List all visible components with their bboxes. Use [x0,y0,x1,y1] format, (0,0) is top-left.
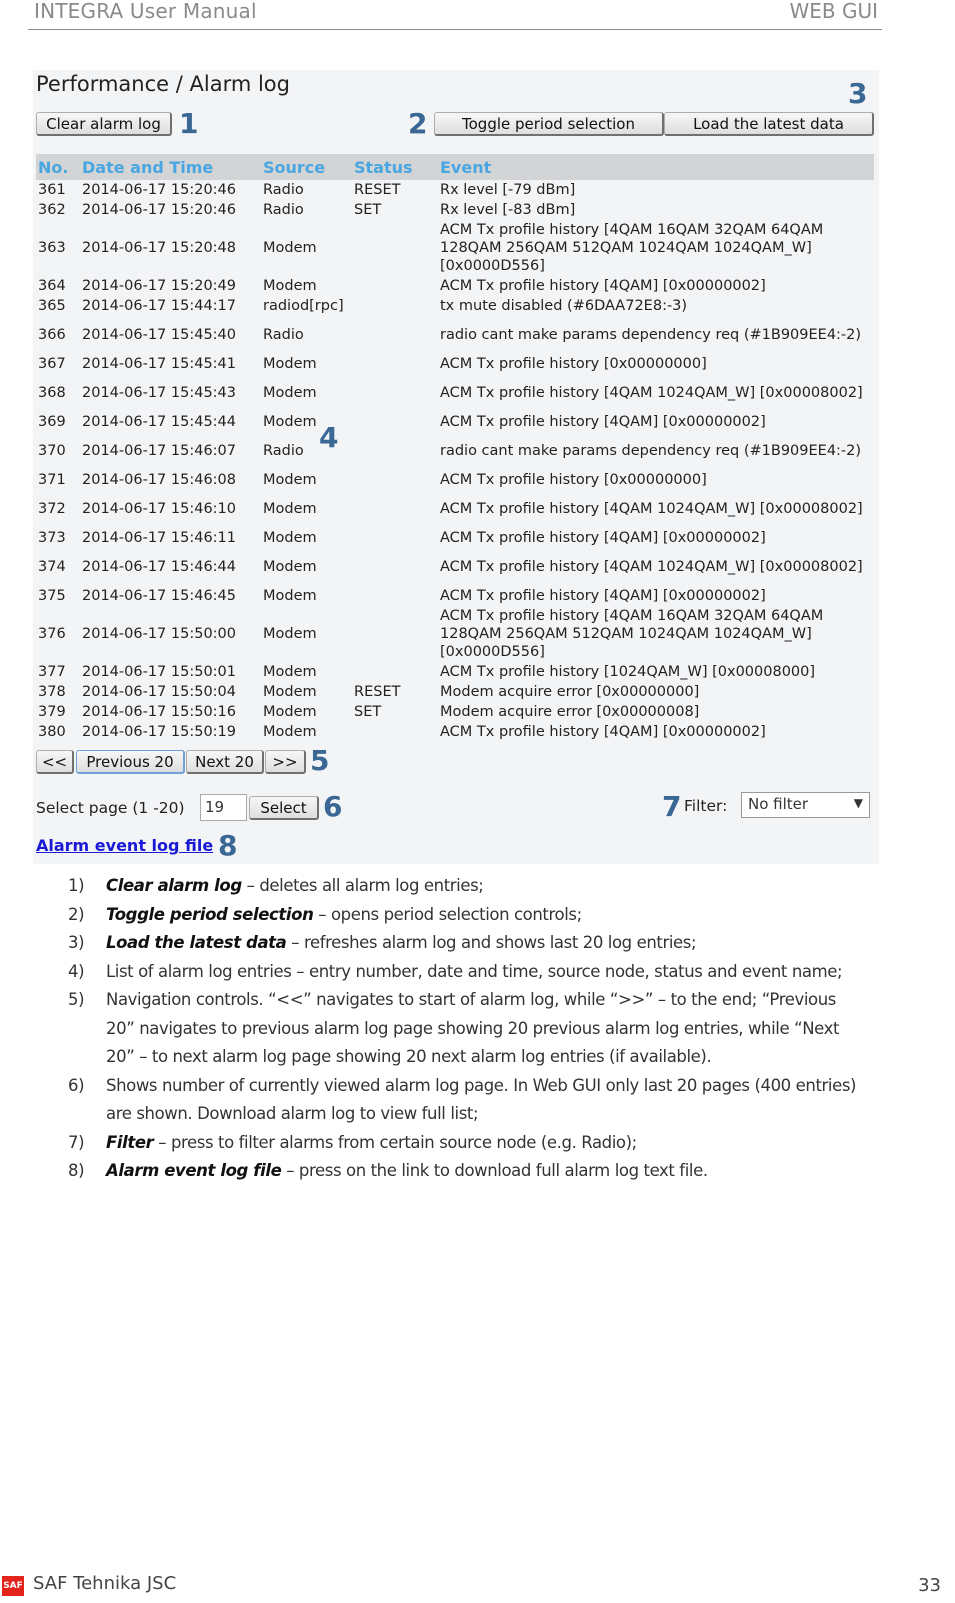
marker-7: 7 [662,790,682,823]
filter-label: Filter: [684,797,728,815]
description-item [68,1129,868,1158]
date-time-cell: 2014-06-17 15:20:48 [82,240,236,256]
status-cell: SET [354,704,382,720]
entry-number-cell: 375 [38,588,66,604]
previous-20-button[interactable]: Previous 20 [76,750,185,774]
status-cell [352,662,438,682]
table-row [36,682,874,702]
source-cell: Modem [263,240,317,256]
table-row [36,220,874,276]
item-text [106,1157,868,1186]
event-cell: radio cant make params dependency req (#1B909EE4:-2) [440,327,862,343]
item-number: 4) [68,961,85,981]
alarm-log-screenshot [33,70,879,864]
date-time-cell: 2014-06-17 15:46:08 [82,472,236,488]
item-description: Shows number of currently viewed alarm log page. In Web GUI only last 20 pages (400 entries) are shown. Download alarm log to view full list; [106,1075,857,1123]
item-description: Navigation controls. “<<” navigates to start of alarm log, while “>>” – to the end; “Previous 20” navigates to previous alarm log page showing 20 previous alarm log entries, while “Next 20” – to next alarm log page showing 20 next alarm log entries (if available). [106,990,840,1066]
source-cell: Modem [263,530,317,546]
source-cell: Radio [263,327,304,343]
entry-number-cell: 361 [38,182,66,198]
source-cell: Modem [263,704,317,720]
page-number: 33 [918,1575,941,1596]
item-number: 3) [68,933,85,952]
table-row [36,432,874,470]
item-description: – opens period selection controls; [313,904,582,924]
entry-number-cell: 378 [38,684,66,700]
table-row [36,180,874,200]
event-cell: ACM Tx profile history [4QAM 16QAM 32QAM 64QAM 128QAM 256QAM 512QAM 1024QAM 1024QAM_W] [0x0000D556] [440,222,824,274]
entry-number-cell: 376 [38,626,66,642]
date-time-cell: 2014-06-17 15:44:17 [82,298,236,314]
date-time-cell: 2014-06-17 15:46:07 [82,443,236,459]
date-time-cell: 2014-06-17 15:45:43 [82,385,236,401]
event-cell: ACM Tx profile history [4QAM] [0x00000002] [440,724,766,740]
select-page-button[interactable]: Select [249,796,319,820]
event-cell: Modem acquire error [0x00000008] [440,704,700,720]
source-cell: Modem [263,559,317,575]
date-time-cell: 2014-06-17 15:50:04 [82,684,236,700]
item-number: 1) [68,876,85,895]
table-row [36,276,874,296]
date-time-cell: 2014-06-17 15:20:46 [82,202,236,218]
page-number-input[interactable]: 19 [200,794,247,821]
status-cell [352,490,438,528]
table-row [36,548,874,586]
status-cell: RESET [354,684,401,700]
entry-number-cell: 369 [38,414,66,430]
entry-number-cell: 362 [38,202,66,218]
item-description: – refreshes alarm log and shows last 20 log entries; [286,933,697,952]
table-row [36,200,874,220]
date-time-cell: 2014-06-17 15:46:10 [82,501,236,517]
table-row [36,702,874,722]
status-cell [352,220,438,276]
marker-6: 6 [323,790,343,823]
source-cell: Modem [263,684,317,700]
status-cell [352,548,438,586]
item-term: Clear alarm log [106,876,242,895]
filter-select[interactable] [741,792,870,818]
event-cell: ACM Tx profile history [1024QAM_W] [0x00008000] [440,664,816,680]
clear-alarm-log-button[interactable]: Clear alarm log [36,112,172,136]
table-row [36,490,874,528]
source-cell: Modem [263,472,317,488]
event-cell: ACM Tx profile history [4QAM] [0x00000002] [440,588,766,604]
manual-title: INTEGRA User Manual [34,0,257,23]
event-cell: Rx level [-79 dBm] [440,182,576,198]
item-number: 7) [68,1132,85,1152]
description-item [68,986,868,1072]
date-time-cell: 2014-06-17 15:50:16 [82,704,236,720]
source-cell: Radio [263,202,304,218]
event-cell: ACM Tx profile history [4QAM] [0x00000002] [440,278,766,294]
item-number: 5) [68,990,85,1009]
event-cell: ACM Tx profile history [4QAM 1024QAM_W] [0x00008002] [440,501,863,517]
item-text [106,1129,868,1158]
status-cell [352,470,438,490]
entry-number-cell: 367 [38,356,66,372]
status-cell [352,586,438,606]
next-20-button[interactable]: Next 20 [186,750,264,774]
event-cell: ACM Tx profile history [0x00000000] [440,356,707,372]
item-text [106,872,868,901]
entry-number-cell: 364 [38,278,66,294]
source-cell: Modem [263,664,317,680]
alarm-event-log-file-link[interactable]: Alarm event log file [36,836,214,855]
table-row [36,606,874,662]
date-time-cell: 2014-06-17 15:45:40 [82,327,236,343]
item-term: Alarm event log file [106,1161,282,1180]
source-cell: Modem [263,588,317,604]
event-cell: radio cant make params dependency req (#1B909EE4:-2) [440,443,862,459]
event-cell: ACM Tx profile history [4QAM 16QAM 32QAM 64QAM 128QAM 256QAM 512QAM 1024QAM 1024QAM_W] [0x0000D556] [440,608,824,660]
event-cell: Rx level [-83 dBm] [440,202,576,218]
entry-number-cell: 372 [38,501,66,517]
date-time-cell: 2014-06-17 15:50:01 [82,664,236,680]
marker-2: 2 [408,107,428,140]
last-page-button[interactable]: >> [265,750,306,774]
marker-4: 4 [319,421,339,454]
item-term: Filter [106,1132,154,1152]
status-cell [352,276,438,296]
date-time-cell: 2014-06-17 15:20:49 [82,278,236,294]
event-cell: ACM Tx profile history [0x00000000] [440,472,707,488]
header-status: Status [352,154,438,180]
description-item [68,958,868,987]
source-cell: Modem [263,724,317,740]
source-cell: Modem [263,414,317,430]
marker-5: 5 [310,744,330,777]
entry-number-cell: 374 [38,559,66,575]
entry-number-cell: 368 [38,385,66,401]
entry-number-cell: 366 [38,327,66,343]
item-number: 6) [68,1075,85,1095]
status-cell [352,354,438,374]
entry-number-cell: 377 [38,664,66,680]
select-page-label: Select page (1 -20) [36,799,185,817]
marker-8: 8 [218,829,238,862]
event-cell: ACM Tx profile history [4QAM 1024QAM_W] [0x00008002] [440,559,863,575]
item-description: List of alarm log entries – entry number, date and time, source node, status and event name; [106,961,843,981]
source-cell: Modem [263,356,317,372]
item-description: – press to filter alarms from certain source node (e.g. Radio); [153,1132,637,1152]
table-body [36,180,874,742]
marker-1: 1 [179,107,199,140]
date-time-cell: 2014-06-17 15:46:11 [82,530,236,546]
description-item [68,1072,868,1129]
entry-number-cell: 365 [38,298,66,314]
entry-number-cell: 370 [38,443,66,459]
table-row [36,586,874,606]
item-term: Load the latest data [106,933,287,952]
footer-company: SAF Tehnika JSC [33,1573,177,1594]
date-time-cell: 2014-06-17 15:50:19 [82,724,236,740]
header-no: No. [36,154,80,180]
entry-number-cell: 363 [38,240,66,256]
status-cell: RESET [354,182,401,198]
table-row [36,316,874,354]
status-cell [352,528,438,548]
source-cell: Modem [263,385,317,401]
first-page-button[interactable]: << [36,750,74,774]
status-cell: SET [354,202,382,218]
item-description: – press on the link to download full alarm log text file. [281,1161,708,1180]
item-number: 2) [68,904,85,924]
table-row [36,296,874,316]
header-event: Event [438,154,874,180]
item-text [106,958,868,987]
item-text [106,1072,868,1129]
item-number: 8) [68,1161,85,1180]
table-row [36,470,874,490]
description-list [68,872,868,1186]
event-cell: ACM Tx profile history [4QAM] [0x00000002] [440,530,766,546]
entry-number-cell: 371 [38,472,66,488]
status-cell [352,316,438,354]
table-row [36,722,874,742]
marker-3: 3 [848,77,868,110]
page-title: Performance / Alarm log [36,72,290,96]
source-cell: Radio [263,443,304,459]
entry-number-cell: 373 [38,530,66,546]
source-cell: Modem [263,501,317,517]
table-row [36,528,874,548]
date-time-cell: 2014-06-17 15:46:45 [82,588,236,604]
table-row [36,412,874,432]
date-time-cell: 2014-06-17 15:50:00 [82,626,236,642]
description-item [68,872,868,901]
filter-value: No filter [748,795,809,813]
item-term: Toggle period selection [106,904,314,924]
status-cell [352,296,438,316]
status-cell [352,374,438,412]
event-cell: tx mute disabled (#6DAA72E8:-3) [440,298,688,314]
entry-number-cell: 380 [38,724,66,740]
header-source: Source [261,154,352,180]
date-time-cell: 2014-06-17 15:45:44 [82,414,236,430]
event-cell: ACM Tx profile history [4QAM] [0x00000002] [440,414,766,430]
table-row [36,374,874,412]
status-cell [352,412,438,432]
dropdown-arrow-icon: ▼ [853,796,863,810]
description-item [68,901,868,930]
alarm-log-table [36,154,874,742]
event-cell: ACM Tx profile history [4QAM 1024QAM_W] [0x00008002] [440,385,863,401]
status-cell [352,606,438,662]
event-cell: Modem acquire error [0x00000000] [440,684,700,700]
load-latest-data-button[interactable]: Load the latest data [664,112,874,136]
toggle-period-selection-button[interactable]: Toggle period selection [434,112,664,136]
description-item [68,929,868,958]
item-description: – deletes all alarm log entries; [241,876,484,895]
page-header [28,0,882,30]
item-text [106,901,868,930]
entry-number-cell: 379 [38,704,66,720]
table-row [36,662,874,682]
source-cell: Modem [263,278,317,294]
source-cell: Radio [263,182,304,198]
source-cell: Modem [263,626,317,642]
status-cell [352,432,438,470]
date-time-cell: 2014-06-17 15:45:41 [82,356,236,372]
date-time-cell: 2014-06-17 15:20:46 [82,182,236,198]
date-time-cell: 2014-06-17 15:46:44 [82,559,236,575]
table-header-row [36,154,874,180]
section-title: WEB GUI [789,0,878,23]
source-cell: radiod[rpc] [263,298,344,314]
header-date-time: Date and Time [80,154,261,180]
item-text [106,986,868,1072]
item-text [106,929,868,958]
saf-logo-icon: SAF [2,1576,24,1596]
description-item [68,1157,868,1186]
status-cell [352,722,438,742]
table-row [36,354,874,374]
